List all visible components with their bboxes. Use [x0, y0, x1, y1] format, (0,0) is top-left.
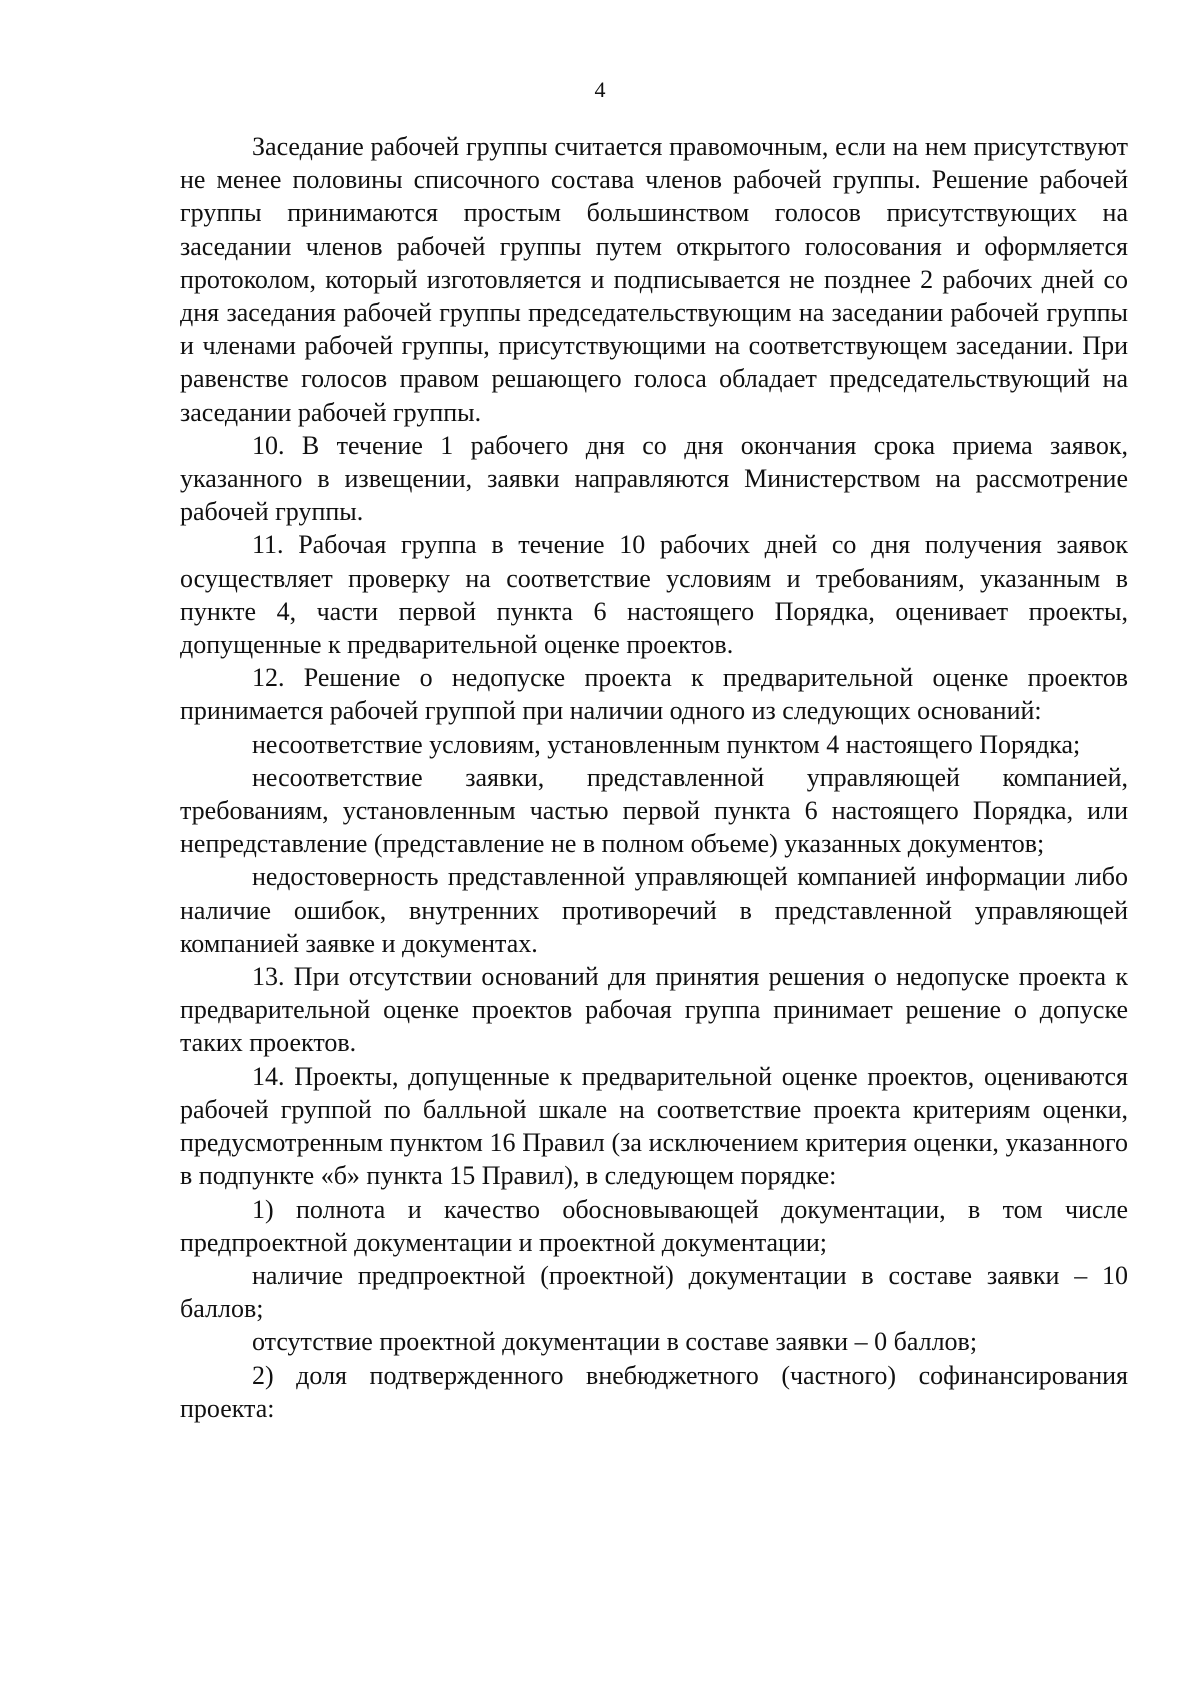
paragraph-item-14: 14. Проекты, допущенные к предварительной оценке проектов, оцениваются рабочей группой по балльной шкале на соответствие проекта критериям оценки, предусмотренным пунктом 16 Правил (за исключением критерия оценки, указанного в подпункте «б» пункта 15 Правил), в следующем порядке:	[180, 1061, 1128, 1191]
paragraph-working-group-quorum: Заседание рабочей группы считается правомочным, если на нем присутствуют не менее половины списочного состава членов рабочей группы. Решение рабочей группы принимаются простым большинством голосов присутствующих на заседании членов рабочей группы путем открытого голосования и оформляется протоколом, который изготовляется и подписывается не позднее 2 рабочих дней со дня заседания рабочей группы председательствующим на заседании рабочей группы и членами рабочей группы, присутствующими на соответствующем заседании. При равенстве голосов правом решающего голоса обладает председательствующий на заседании рабочей группы.	[180, 132, 1128, 427]
paragraph-criterion-1-score-0: отсутствие проектной документации в составе заявки – 0 баллов;	[252, 1327, 978, 1357]
page-number: 4	[594, 77, 606, 102]
paragraph-ground-conditions: несоответствие условиям, установленным пунктом 4 настоящего Порядка;	[252, 729, 1081, 759]
paragraph-item-13: 13. При отсутствии оснований для принятия решения о недопуске проекта к предварительной оценке проектов рабочая группа принимает решение о допуске таких проектов.	[180, 962, 1128, 1058]
paragraph-ground-requirements: несоответствие заявки, представленной управляющей компанией, требованиям, установленным частью первой пункта 6 настоящего Порядка, или непредставление (представление не в полном объеме) указанных документов;	[180, 762, 1128, 859]
paragraph-item-10: 10. В течение 1 рабочего дня со дня окончания срока приема заявок, указанного в извещении, заявки направляются Министерством на рассмотрение рабочей группы.	[180, 430, 1128, 527]
paragraph-item-11: 11. Рабочая группа в течение 10 рабочих дней со дня получения заявок осуществляет проверку на соответствие условиям и требованиям, указанным в пункте 4, части первой пункта 6 настоящего Порядка, оценивает проекты, допущенные к предварительной оценке проектов.	[180, 530, 1128, 660]
paragraph-ground-unreliable-info: недостоверность представленной управляющей компанией информации либо наличие ошибок, внутренних противоречий в представленной управляющей компанией заявке и документах.	[180, 862, 1128, 958]
document-body	[180, 130, 1128, 1425]
paragraph-criterion-2: 2) доля подтвержденного внебюджетного (частного) софинансирования проекта:	[180, 1360, 1128, 1423]
paragraph-criterion-1: 1) полнота и качество обосновывающей документации, в том числе предпроектной документации и проектной документации;	[180, 1194, 1128, 1257]
paragraph-criterion-1-score-10: наличие предпроектной (проектной) документации в составе заявки – 10 баллов;	[180, 1260, 1128, 1324]
paragraph-item-12: 12. Решение о недопуске проекта к предварительной оценке проектов принимается рабочей группой при наличии одного из следующих оснований:	[180, 663, 1128, 726]
